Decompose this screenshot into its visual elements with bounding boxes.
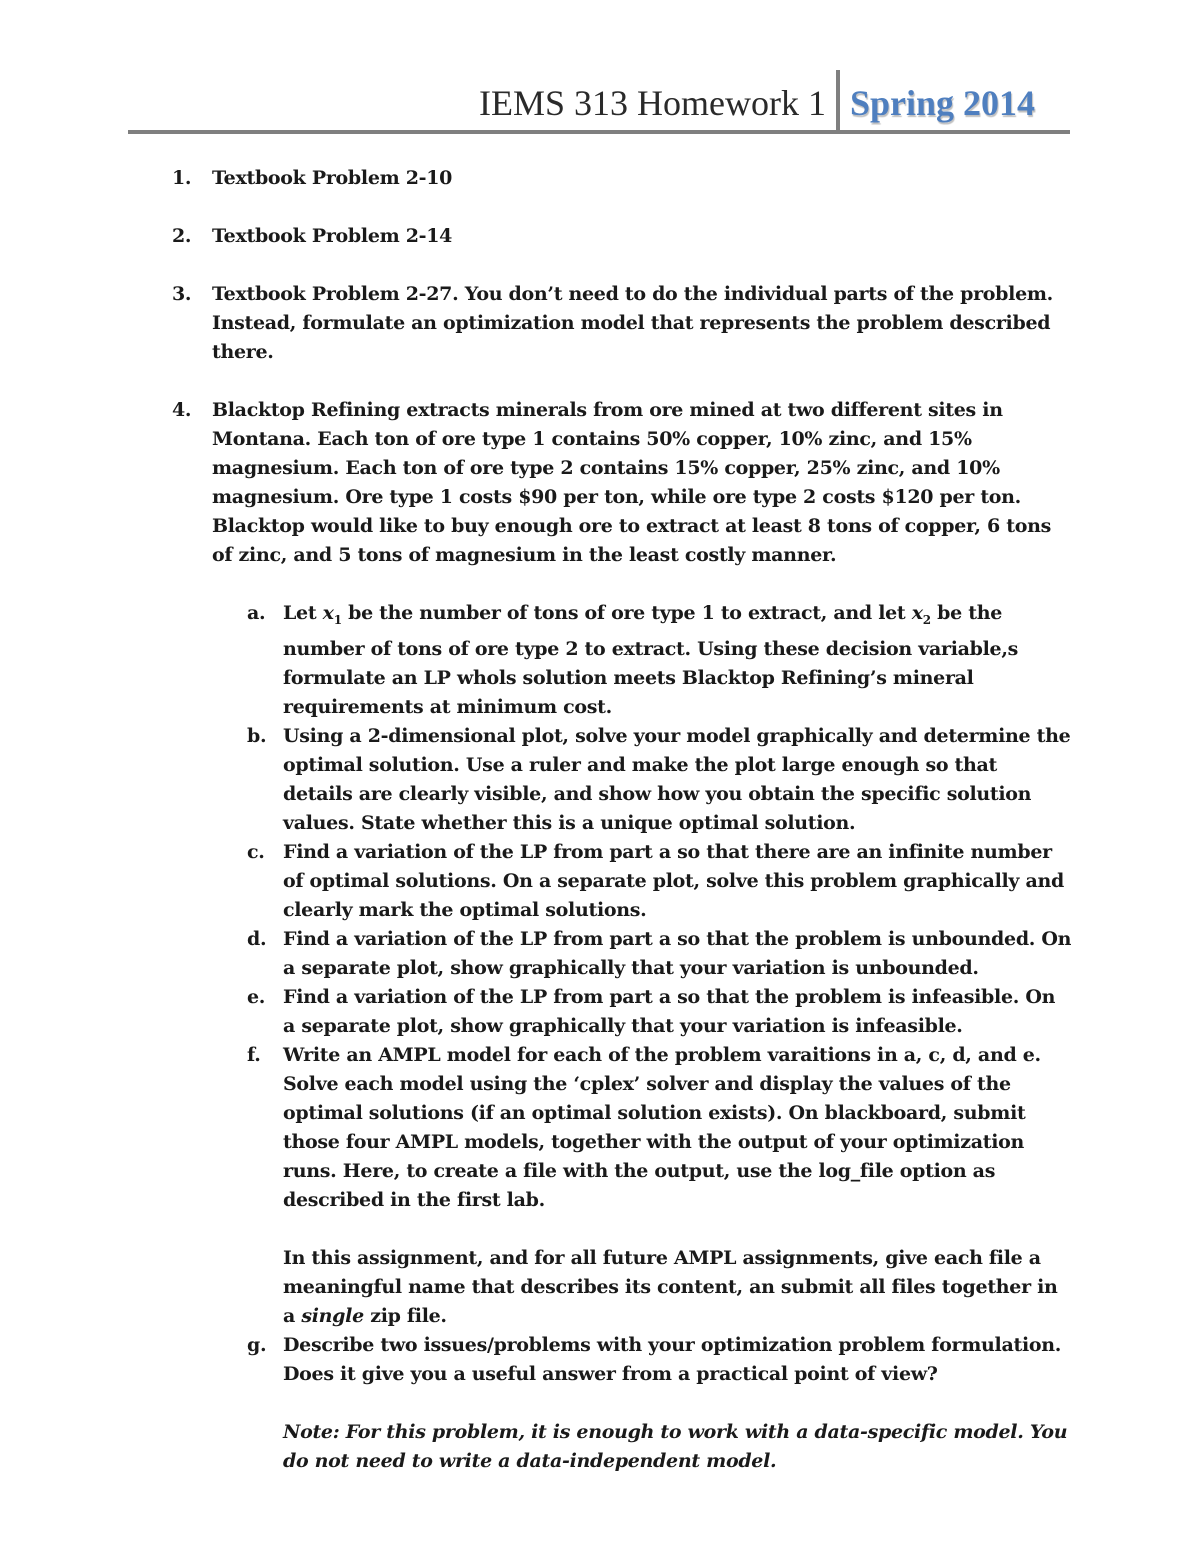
sub-part-list — [212, 599, 1072, 1476]
part-a — [212, 599, 1072, 722]
part-letter: b. — [247, 724, 267, 747]
part-b — [212, 722, 1072, 838]
problem-number: 4. — [172, 399, 192, 421]
paragraph-gap — [283, 1389, 1072, 1418]
problem-item-2 — [172, 222, 1072, 251]
part-e — [212, 983, 1072, 1041]
part-text: Write an AMPL model for each of the problem varaitions in a, c, d, and e. Solve each model using the ‘cplex’ solver and display the values of the optimal solutions (if an optimal solution exists). On blackboard, submit those four AMPL models, together with the output of your optimization runs. Here, to create a file with the output, use the log_file option as described in the first lab. — [283, 1043, 1041, 1211]
document-term: Spring 2014 — [850, 83, 1036, 123]
page-header — [128, 70, 1070, 136]
problem-item-1 — [172, 164, 1072, 193]
part-letter: a. — [247, 602, 266, 624]
part-a-let: Let — [283, 602, 317, 624]
problem-list-container — [172, 164, 1072, 1505]
part-text: Using a 2-dimensional plot, solve your model graphically and determine the optimal solution. Use a ruler and make the plot large enough so that details are clearly visible, and show how you obtain the specific solution values. State whether this is a unique optimal solution. — [283, 724, 1071, 834]
problem-number: 2. — [172, 225, 192, 247]
problem-text: Textbook Problem 2-27. You don’t need to do the individual parts of the problem. Instead, formulate an optimization model that represents the problem described there. — [212, 283, 1053, 363]
problem-text: Textbook Problem 2-10 — [212, 167, 453, 189]
part-text: Find a variation of the LP from part a so that the problem is unbounded. On a separate plot, show graphically that your variation is unbounded. — [283, 927, 1072, 979]
part-g — [212, 1331, 1072, 1476]
document-title: IEMS 313 Homework 1 — [479, 83, 826, 123]
part-text — [283, 602, 1018, 718]
problem-number: 3. — [172, 283, 192, 305]
part-letter: d. — [247, 927, 267, 950]
part-d — [212, 925, 1072, 983]
part-letter: f. — [247, 1043, 261, 1066]
header-separator — [836, 70, 840, 132]
variable-x1: $x_1$ — [322, 602, 342, 627]
variable-x2: $x_2$ — [911, 602, 931, 627]
paragraph-gap — [283, 1215, 1072, 1244]
part-letter: g. — [247, 1333, 267, 1356]
part-f — [212, 1041, 1072, 1331]
part-g-note: Note: For this problem, it is enough to work with a data-specific model. You do not need to write a data-independent model. — [283, 1420, 1068, 1472]
header-rule — [128, 130, 1070, 134]
problem-item-4 — [172, 396, 1072, 1476]
part-letter: c. — [247, 840, 265, 863]
part-f-paragraph-2: In this assignment, and for all future AMPL assignments, give each file a meaningful name that describes its content, an submit all files together in a single zip file. — [283, 1246, 1058, 1327]
part-a-rest: be the number of tons of ore type 2 to extract. Using these decision variable,s formulate an LP whols solution meets Blacktop Refining’s mineral requirements at minimum cost. — [283, 602, 1019, 718]
part-text: Describe two issues/problems with your optimization problem formulation. Does it give you a useful answer from a practical point of view? — [283, 1333, 1062, 1385]
problem-text: Textbook Problem 2-14 — [212, 225, 453, 247]
problem-item-3 — [172, 280, 1072, 367]
problem-text: Blacktop Refining extracts minerals from ore mined at two different sites in Montana. Each ton of ore type 1 contains 50% copper, 10% zinc, and 15% magnesium. Each ton of ore type 2 contains 15% copper, 25% zinc, and 10% magnesium. Ore type 1 costs $90 per ton, while ore type 2 costs $120 per ton. Blacktop would like to buy enough ore to extract at least 8 tons of copper, 6 tons of zinc, and 5 tons of magnesium in the least costly manner. — [212, 399, 1052, 566]
part-text: Find a variation of the LP from part a so that there are an infinite number of optimal solutions. On a separate plot, solve this problem graphically and clearly mark the optimal solutions. — [283, 840, 1064, 921]
emphasis-single: single — [301, 1304, 364, 1327]
part-c — [212, 838, 1072, 925]
part-letter: e. — [247, 985, 266, 1008]
problem-list — [172, 164, 1072, 1476]
problem-number: 1. — [172, 167, 192, 189]
part-a-mid: be the number of tons of ore type 1 to extract, and let — [348, 602, 906, 624]
part-text: Find a variation of the LP from part a so that the problem is infeasible. On a separate plot, show graphically that your variation is infeasible. — [283, 985, 1056, 1037]
